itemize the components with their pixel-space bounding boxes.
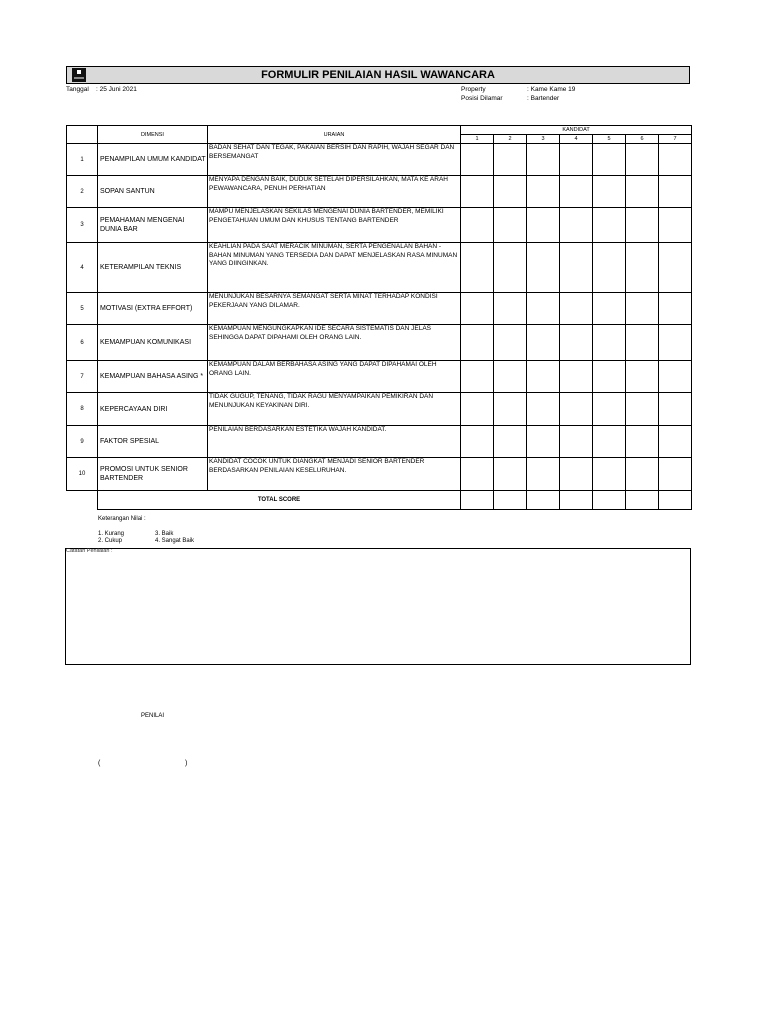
score-cell[interactable] (560, 176, 593, 208)
notes-box[interactable] (65, 548, 691, 665)
score-cell[interactable] (626, 144, 659, 176)
total-cell[interactable] (626, 491, 659, 510)
property-value: : Kame Kame 19 (527, 86, 576, 93)
table-row (67, 144, 692, 176)
uraian-cell: PENILAIAN BERDASARKAN ESTETIKA WAJAH KANDIDAT. (208, 426, 461, 458)
score-cell[interactable] (527, 361, 560, 393)
assessment-table (66, 125, 692, 510)
posisi-label: Posisi Dilamar (461, 95, 503, 102)
dimensi-cell: KEPERCAYAAN DIRI (98, 393, 208, 426)
score-cell[interactable] (626, 426, 659, 458)
score-cell[interactable] (593, 293, 626, 325)
score-cell[interactable] (659, 176, 692, 208)
score-cell[interactable] (593, 243, 626, 293)
score-cell[interactable] (593, 144, 626, 176)
score-cell[interactable] (560, 208, 593, 243)
score-cell[interactable] (560, 426, 593, 458)
score-cell[interactable] (527, 176, 560, 208)
row-number: 6 (67, 325, 98, 361)
score-cell[interactable] (494, 208, 527, 243)
score-cell[interactable] (626, 176, 659, 208)
uraian-cell: KEMAMPUAN MENGUNGKAPKAN IDE SECARA SISTEMATIS DAN JELAS SEHINGGA DAPAT DIPAHAMI OLEH ORANG LAIN. (208, 325, 461, 361)
score-cell[interactable] (494, 426, 527, 458)
score-cell[interactable] (527, 144, 560, 176)
dimensi-cell: MOTIVASI (EXTRA EFFORT) (98, 293, 208, 325)
score-cell[interactable] (527, 208, 560, 243)
row-number: 9 (67, 426, 98, 458)
kandidat-number: 3 (527, 135, 560, 144)
table-row (67, 208, 692, 243)
score-cell[interactable] (560, 243, 593, 293)
row-number: 8 (67, 393, 98, 426)
score-cell[interactable] (527, 243, 560, 293)
signature-left-bracket: ( (98, 760, 101, 767)
uraian-cell: MENUNJUKAN BESARNYA SEMANGAT SERTA MINAT TERHADAP KONDISI PEKERJAAN YANG DILAMAR. (208, 293, 461, 325)
uraian-cell: KEMAMPUAN DALAM BERBAHASA ASING YANG DAPAT DIPAHAMAI OLEH ORANG LAIN. (208, 361, 461, 393)
dimensi-cell: PEMAHAMAN MENGENAI DUNIA BAR (98, 208, 208, 243)
kandidat-number: 2 (494, 135, 527, 144)
total-row (67, 491, 692, 510)
table-row (67, 426, 692, 458)
legend-item-2: 2. Cukup (98, 538, 123, 544)
row-number: 1 (67, 144, 98, 176)
score-cell[interactable] (494, 325, 527, 361)
form-title-bar (66, 66, 690, 84)
total-cell[interactable] (593, 491, 626, 510)
dimensi-cell: SOPAN SANTUN (98, 176, 208, 208)
dimensi-cell: FAKTOR SPESIAL (98, 426, 208, 458)
table-row (67, 176, 692, 208)
uraian-cell: KEAHLIAN PADA SAAT MERACIK MINUMAN, SERTA PENGENALAN BAHAN - BAHAN MINUMAN YANG TERSEDIA DAN DAPAT MENJELASKAN RASA MINUMAN YANG DIINGINKAN. (208, 243, 461, 293)
score-cell[interactable] (593, 176, 626, 208)
row-number: 10 (67, 458, 98, 491)
kandidat-number: 1 (461, 135, 494, 144)
score-cell[interactable] (659, 325, 692, 361)
score-cell[interactable] (494, 243, 527, 293)
score-cell[interactable] (659, 208, 692, 243)
score-cell[interactable] (461, 293, 494, 325)
score-cell[interactable] (560, 144, 593, 176)
legend-title: Keterangan Nilai : (98, 516, 146, 522)
table-row (67, 243, 692, 293)
score-cell[interactable] (659, 458, 692, 491)
table-row (67, 458, 692, 491)
score-cell[interactable] (494, 361, 527, 393)
score-cell[interactable] (461, 325, 494, 361)
table-row (67, 361, 692, 393)
score-cell[interactable] (593, 325, 626, 361)
kandidat-number: 6 (626, 135, 659, 144)
uraian-cell: KANDIDAT COCOK UNTUK DIANGKAT MENJADI SENIOR BARTENDER BERDASARKAN PENILAIAN KESELURUHAN. (208, 458, 461, 491)
table-row (67, 293, 692, 325)
score-cell[interactable] (560, 361, 593, 393)
score-cell[interactable] (593, 393, 626, 426)
score-cell[interactable] (626, 325, 659, 361)
score-cell[interactable] (527, 293, 560, 325)
uraian-cell: TIDAK GUGUP, TENANG, TIDAK RAGU MENYAMPAIKAN PEMIKIRAN DAN MENUNJUKAN KEYAKINAN DIRI. (208, 393, 461, 426)
uraian-cell: BADAN SEHAT DAN TEGAK, PAKAIAN BERSIH DAN RAPIH, WAJAH SEGAR DAN BERSEMANGAT (208, 144, 461, 176)
total-cell[interactable] (494, 491, 527, 510)
total-cell[interactable] (659, 491, 692, 510)
table-row (67, 393, 692, 426)
score-cell[interactable] (560, 393, 593, 426)
score-cell[interactable] (461, 243, 494, 293)
score-cell[interactable] (527, 325, 560, 361)
form-title: FORMULIR PENILAIAN HASIL WAWANCARA (261, 69, 495, 81)
score-cell[interactable] (560, 293, 593, 325)
score-cell[interactable] (527, 426, 560, 458)
score-cell[interactable] (494, 293, 527, 325)
score-cell[interactable] (494, 144, 527, 176)
dimensi-cell: PROMOSI UNTUK SENIOR BARTENDER (98, 458, 208, 491)
score-cell[interactable] (494, 176, 527, 208)
score-cell[interactable] (560, 325, 593, 361)
score-cell[interactable] (626, 293, 659, 325)
dimensi-cell: PENAMPILAN UMUM KANDIDAT (98, 144, 208, 176)
score-cell[interactable] (461, 458, 494, 491)
kandidat-number: 5 (593, 135, 626, 144)
score-cell[interactable] (494, 458, 527, 491)
score-cell[interactable] (626, 208, 659, 243)
signature-right-bracket: ) (185, 760, 188, 767)
score-cell[interactable] (461, 426, 494, 458)
header-dimensi: DIMENSI (98, 126, 208, 144)
score-cell[interactable] (659, 426, 692, 458)
tanggal-value: : 25 Juni 2021 (96, 86, 137, 93)
score-cell[interactable] (461, 176, 494, 208)
score-cell[interactable] (461, 144, 494, 176)
score-cell[interactable] (593, 208, 626, 243)
property-label: Property (461, 86, 486, 93)
score-cell[interactable] (593, 458, 626, 491)
dimensi-cell: KEMAMPUAN KOMUNIKASI (98, 325, 208, 361)
row-number: 2 (67, 176, 98, 208)
header-kandidat: KANDIDAT (461, 126, 692, 135)
score-cell[interactable] (659, 243, 692, 293)
row-number: 5 (67, 293, 98, 325)
tanggal-label: Tanggal (66, 86, 89, 93)
legend-item-4: 4. Sangat Baik (155, 538, 195, 544)
score-cell[interactable] (626, 243, 659, 293)
score-cell[interactable] (659, 293, 692, 325)
score-cell[interactable] (593, 361, 626, 393)
kandidat-number: 4 (560, 135, 593, 144)
notes-label: Catatan Penilaian : (66, 548, 113, 554)
dimensi-cell: KETERAMPILAN TEKNIS (98, 243, 208, 293)
score-cell[interactable] (461, 208, 494, 243)
score-cell[interactable] (659, 393, 692, 426)
score-cell[interactable] (461, 361, 494, 393)
uraian-cell: MAMPU MENJELASKAN SEKILAS MENGENAI DUNIA BARTENDER, MEMILIKI PENGETAHUAN UMUM DAN KHUSUS TENTANG BARTENDER (208, 208, 461, 243)
row-number: 3 (67, 208, 98, 243)
kandidat-number: 7 (659, 135, 692, 144)
score-cell[interactable] (494, 393, 527, 426)
penilai-label: PENILAI (141, 713, 165, 719)
dimensi-cell: KEMAMPUAN BAHASA ASING * (98, 361, 208, 393)
total-cell[interactable] (461, 491, 494, 510)
legend-item-3: 3. Baik (155, 531, 174, 537)
score-cell[interactable] (626, 458, 659, 491)
header-uraian: URAIAN (208, 126, 461, 144)
score-cell[interactable] (659, 361, 692, 393)
row-number: 4 (67, 243, 98, 293)
total-cell[interactable] (560, 491, 593, 510)
score-cell[interactable] (527, 393, 560, 426)
total-cell[interactable] (527, 491, 560, 510)
score-cell[interactable] (527, 458, 560, 491)
score-cell[interactable] (461, 393, 494, 426)
total-score-label: TOTAL SCORE (98, 491, 461, 510)
score-cell[interactable] (659, 144, 692, 176)
posisi-value: : Bartender (527, 95, 560, 102)
score-cell[interactable] (626, 361, 659, 393)
score-cell[interactable] (626, 393, 659, 426)
score-cell[interactable] (593, 426, 626, 458)
uraian-cell: MENYAPA DENGAN BAIK, DUDUK SETELAH DIPERSILAHKAN, MATA KE ARAH PEWAWANCARA, PENUH PERHATIAN (208, 176, 461, 208)
score-cell[interactable] (560, 458, 593, 491)
row-number: 7 (67, 361, 98, 393)
legend-item-1: 1. Kurang (98, 531, 125, 537)
table-row (67, 325, 692, 361)
